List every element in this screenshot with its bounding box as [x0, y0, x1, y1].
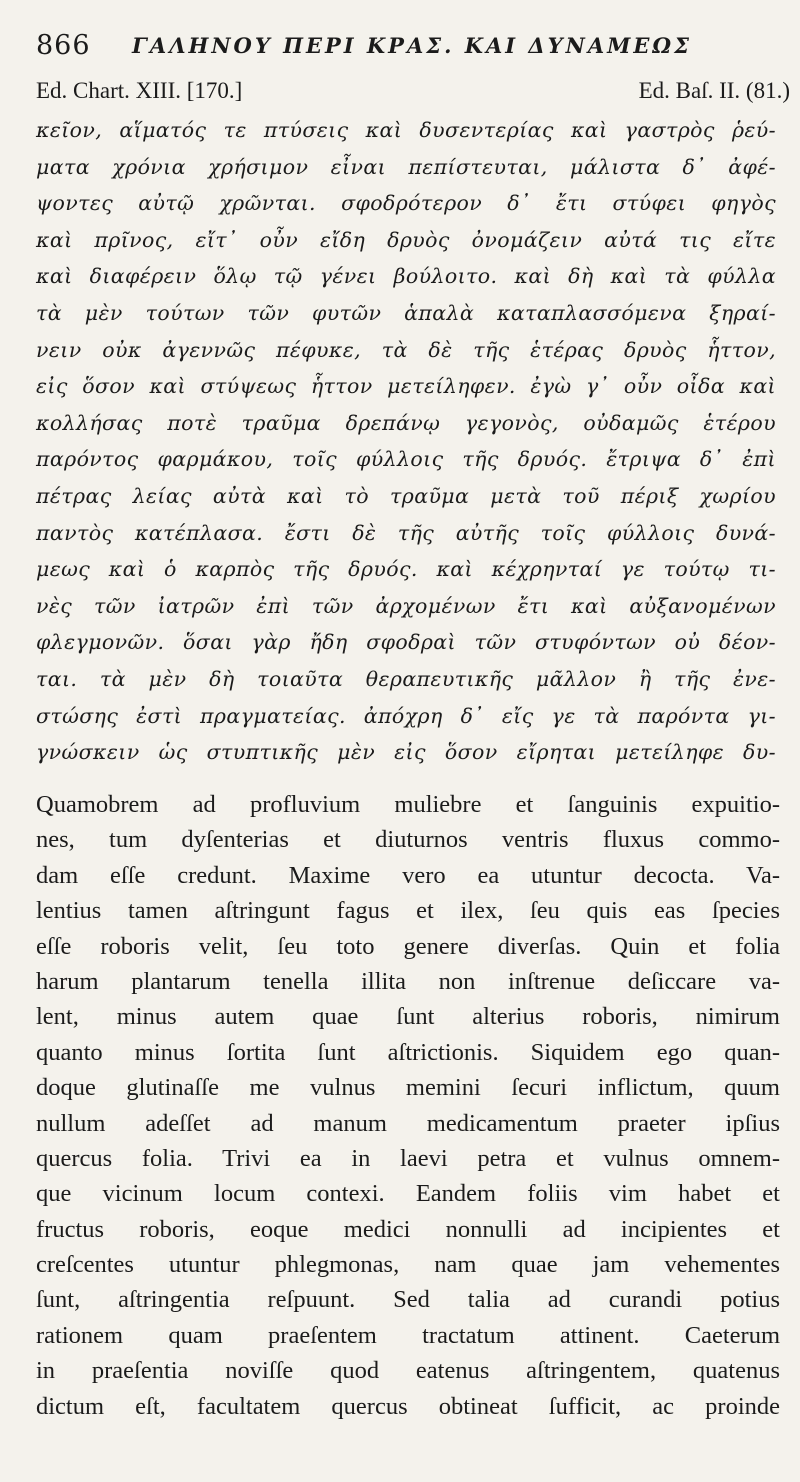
- greek-text-line: μεως καὶ ὁ καρπὸς τῆς δρυός. καὶ κέχρηνταί γε τούτῳ τι-: [36, 557, 776, 582]
- latin-text-line: lent, minus autem quae ſunt alterius roboris, nimirum: [36, 1003, 780, 1031]
- edition-basel-reference: Ed. Baſ. II. (81.): [638, 78, 790, 103]
- greek-text-line: κολλήσας ποτὲ τραῦμα δρεπάνῳ γεγονὸς, οὐδαμῶς ἑτέρου: [36, 410, 776, 435]
- greek-text-line: κεῖον, αἵματός τε πτύσεις καὶ δυσεντερίας καὶ γαστρὸς ῥεύ-: [36, 118, 776, 142]
- greek-text-line: φλεγμονῶν. ὅσαι γὰρ ἤδη σφοδραὶ τῶν στυφόντων οὐ δέον-: [36, 630, 776, 655]
- greek-text-line: ψοντες αὐτῷ χρῶνται. σφοδρότερον δ᾽ ἔτι στύφει φηγὸς: [36, 191, 776, 216]
- greek-text-line: νειν οὐκ ἀγεννῶς πέφυκε, τὰ δὲ τῆς ἑτέρας δρυὸς ἧττον,: [36, 337, 776, 362]
- greek-text-line: πέτρας λείας αὐτὰ καὶ τὸ τραῦμα μετὰ τοῦ πέριξ χωρίου: [36, 483, 776, 508]
- latin-text-line: harum plantarum tenella illita non inſtrenue deſiccare va-: [36, 967, 780, 995]
- running-head: [36, 30, 780, 66]
- greek-text-line: παντὸς κατέπλασα. ἔστι δὲ τῆς αὐτῆς τοῖς φύλλοις δυνά-: [36, 520, 776, 545]
- running-title: ΓΑΛΗΝΟΥ ΠΕΡΙ ΚΡΑΣ. ΚΑΙ ΔΥΝΑΜΕΩΣ: [132, 33, 692, 58]
- latin-text-line: rationem quam praeſentem tractatum attinent. Caeterum: [36, 1321, 780, 1349]
- edition-reference-line: [36, 78, 790, 108]
- latin-text-line: nullum adeſſet ad manum medicamentum praeter ipſius: [36, 1109, 780, 1137]
- latin-text-line: quercus folia. Trivi ea in laevi petra et vulnus omnem-: [36, 1144, 780, 1172]
- greek-text-line: εἰς ὅσον καὶ στύψεως ἧττον μετείληφεν. ἐγὼ γ᾽ οὖν οἶδα καὶ: [36, 374, 776, 399]
- latin-text-line: eſſe roboris velit, ſeu toto genere diverſas. Quin et folia: [36, 932, 780, 960]
- latin-text-line: doque glutinaſſe me vulnus memini ſecuri inflictum, quum: [36, 1074, 780, 1102]
- greek-text-line: γνώσκειν ὡς στυπτικῆς μὲν εἰς ὅσον εἴρηται μετείληφε δυ-: [36, 740, 776, 765]
- greek-text-line: τὰ μὲν τούτων τῶν φυτῶν ἁπαλὰ καταπλασσόμενα ξηραί-: [36, 300, 776, 325]
- greek-text-line: καὶ πρῖνος, εἴτ᾽ οὖν εἴδη δρυὸς ὀνομάζειν αὐτά τις εἴτε: [36, 227, 776, 252]
- latin-text-line: ſunt, aſtringentia reſpuunt. Sed talia ad curandi potius: [36, 1286, 780, 1314]
- latin-text-line: nes, tum dyſenterias et diuturnos ventris fluxus commo-: [36, 826, 780, 854]
- latin-text-line: que vicinum locum contexi. Eandem foliis vim habet et: [36, 1180, 780, 1208]
- greek-text-line: νὲς τῶν ἰατρῶν ἐπὶ τῶν ἀρχομένων ἔτι καὶ αὐξανομένων: [36, 593, 776, 618]
- greek-text-line: ται. τὰ μὲν δὴ τοιαῦτα θεραπευτικῆς μᾶλλον ἢ τῆς ἐνε-: [36, 666, 776, 691]
- latin-text-line: dam eſſe credunt. Maxime vero ea utuntur decocta. Va-: [36, 861, 780, 889]
- latin-text-line: creſcentes utuntur phlegmonas, nam quae jam vehementes: [36, 1251, 780, 1279]
- latin-text-line: dictum eſt, facultatem quercus obtineat ſufficit, ac proinde: [36, 1392, 780, 1420]
- latin-text-line: in praeſentia noviſſe quod eatenus aſtringentem, quatenus: [36, 1357, 780, 1385]
- greek-text-line: καὶ διαφέρειν ὅλῳ τῷ γένει βούλοιτο. καὶ δὴ καὶ τὰ φύλλα: [36, 264, 776, 289]
- latin-text-line: fructus roboris, eoque medici nonnulli ad incipientes et: [36, 1215, 780, 1243]
- greek-text-line: ματα χρόνια χρήσιμον εἶναι πεπίστευται, μάλιστα δ᾽ ἀφέ-: [36, 154, 776, 179]
- latin-text-line: lentius tamen aſtringunt fagus et ilex, ſeu quis eas ſpecies: [36, 897, 780, 925]
- greek-text-line: στώσης ἐστὶ πραγματείας. ἀπόχρη δ᾽ εἴς γε τὰ παρόντα γι-: [36, 703, 776, 728]
- edition-chartier-reference: Ed. Chart. XIII. [170.]: [36, 78, 243, 103]
- latin-text-line: quanto minus ſortita ſunt aſtrictionis. Siquidem ego quan-: [36, 1038, 780, 1066]
- greek-text-block: [36, 112, 776, 771]
- greek-text-line: παρόντος φαρμάκου, τοῖς φύλλοις τῆς δρυός. ἔτριψα δ᾽ ἐπὶ: [36, 447, 776, 472]
- page-number: 866: [36, 30, 91, 61]
- latin-translation-block: [36, 787, 780, 1424]
- latin-text-line: Quamobrem ad profluvium muliebre et ſanguinis expuitio-: [36, 791, 780, 818]
